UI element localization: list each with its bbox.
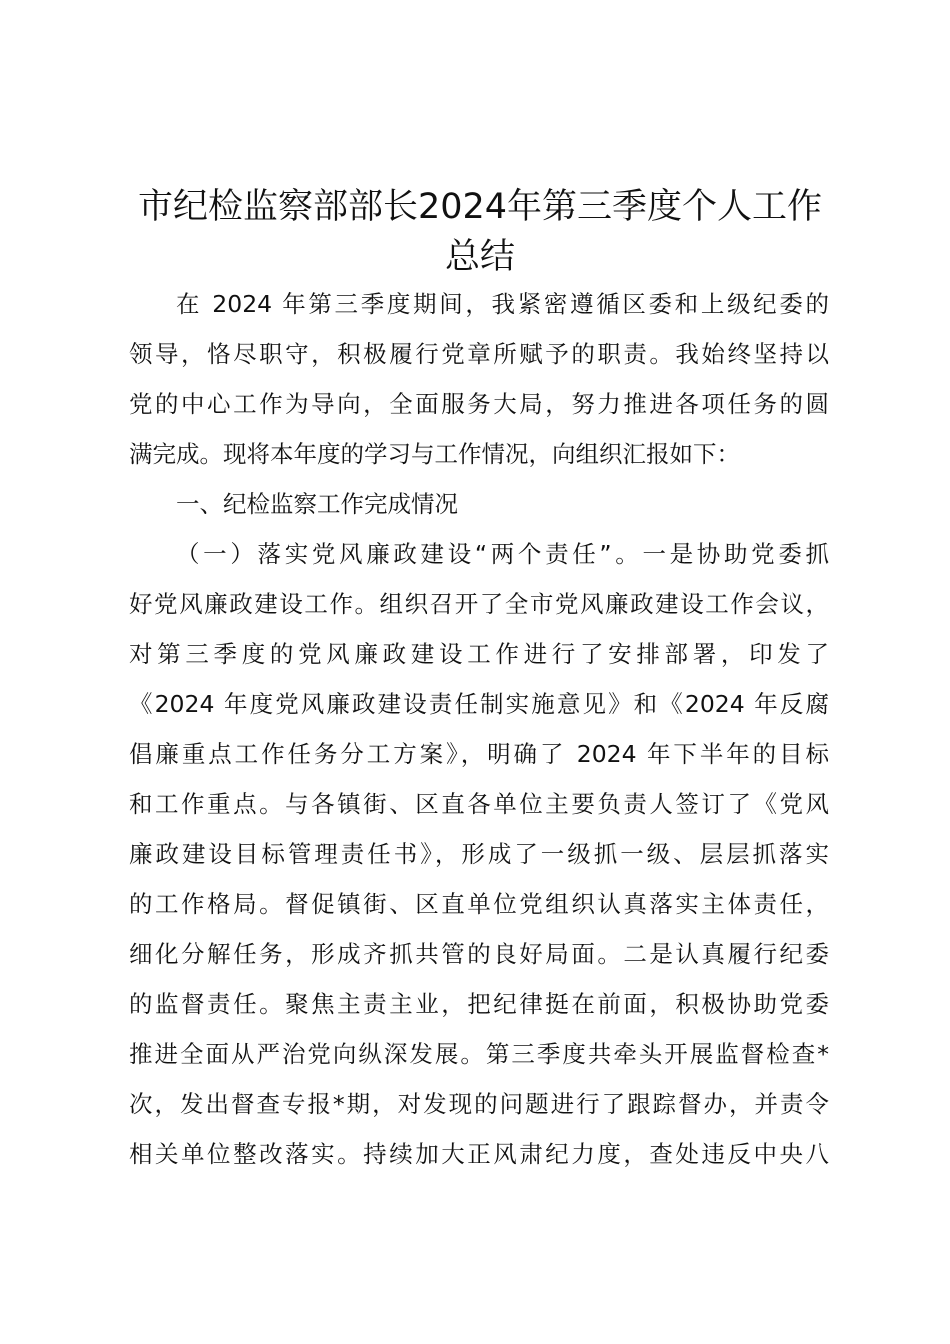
paragraph-line: 满完成。现将本年度的学习与工作情况，向组织汇报如下： bbox=[129, 440, 740, 468]
paragraph-line: 对第三季度的党风廉政建设工作进行了安排部署，印发了 bbox=[129, 640, 829, 668]
paragraph-line: 细化分解任务，形成齐抓共管的良好局面。二是认真履行纪委 bbox=[129, 940, 829, 968]
paragraph-line: 推进全面从严治党向纵深发展。第三季度共牵头开展监督检查* bbox=[129, 1040, 829, 1068]
paragraph-line: 次，发出督查专报*期，对发现的问题进行了跟踪督办，并责令 bbox=[129, 1090, 829, 1118]
paragraph-line: 在 2024 年第三季度期间，我紧密遵循区委和上级纪委的 bbox=[176, 290, 829, 318]
paragraph-line: 的监督责任。聚焦主责主业，把纪律挺在前面，积极协助党委 bbox=[129, 990, 829, 1018]
paragraph-line: 好党风廉政建设工作。组织召开了全市党风廉政建设工作会议， bbox=[129, 590, 829, 618]
paragraph-line: 党的中心工作为导向，全面服务大局，努力推进各项任务的圆 bbox=[129, 390, 829, 418]
paragraph-line: （一）落实党风廉政建设“两个责任”。一是协助党委抓 bbox=[176, 540, 829, 568]
paragraph-line: 和工作重点。与各镇街、区直各单位主要负责人签订了《党风 bbox=[129, 790, 829, 818]
paragraph-line: 的工作格局。督促镇街、区直单位党组织认真落实主体责任， bbox=[129, 890, 829, 918]
paragraph-line: 《2024 年度党风廉政建设责任制实施意见》和《2024 年反腐 bbox=[129, 690, 829, 718]
paragraph-line: 倡廉重点工作任务分工方案》，明确了 2024 年下半年的目标 bbox=[129, 740, 829, 768]
document-title-line-2: 总结 bbox=[444, 237, 515, 277]
paragraph-line: 相关单位整改落实。持续加大正风肃纪力度，查处违反中央八 bbox=[129, 1140, 829, 1168]
section-heading: 一、纪检监察工作完成情况 bbox=[176, 490, 458, 518]
paragraph-line: 廉政建设目标管理责任书》，形成了一级抓一级、层层抓落实 bbox=[129, 840, 829, 868]
document-title-line-1: 市纪检监察部部长2024年第三季度个人工作 bbox=[137, 187, 823, 227]
paragraph-line: 领导，恪尽职守，积极履行党章所赋予的职责。我始终坚持以 bbox=[129, 340, 829, 368]
